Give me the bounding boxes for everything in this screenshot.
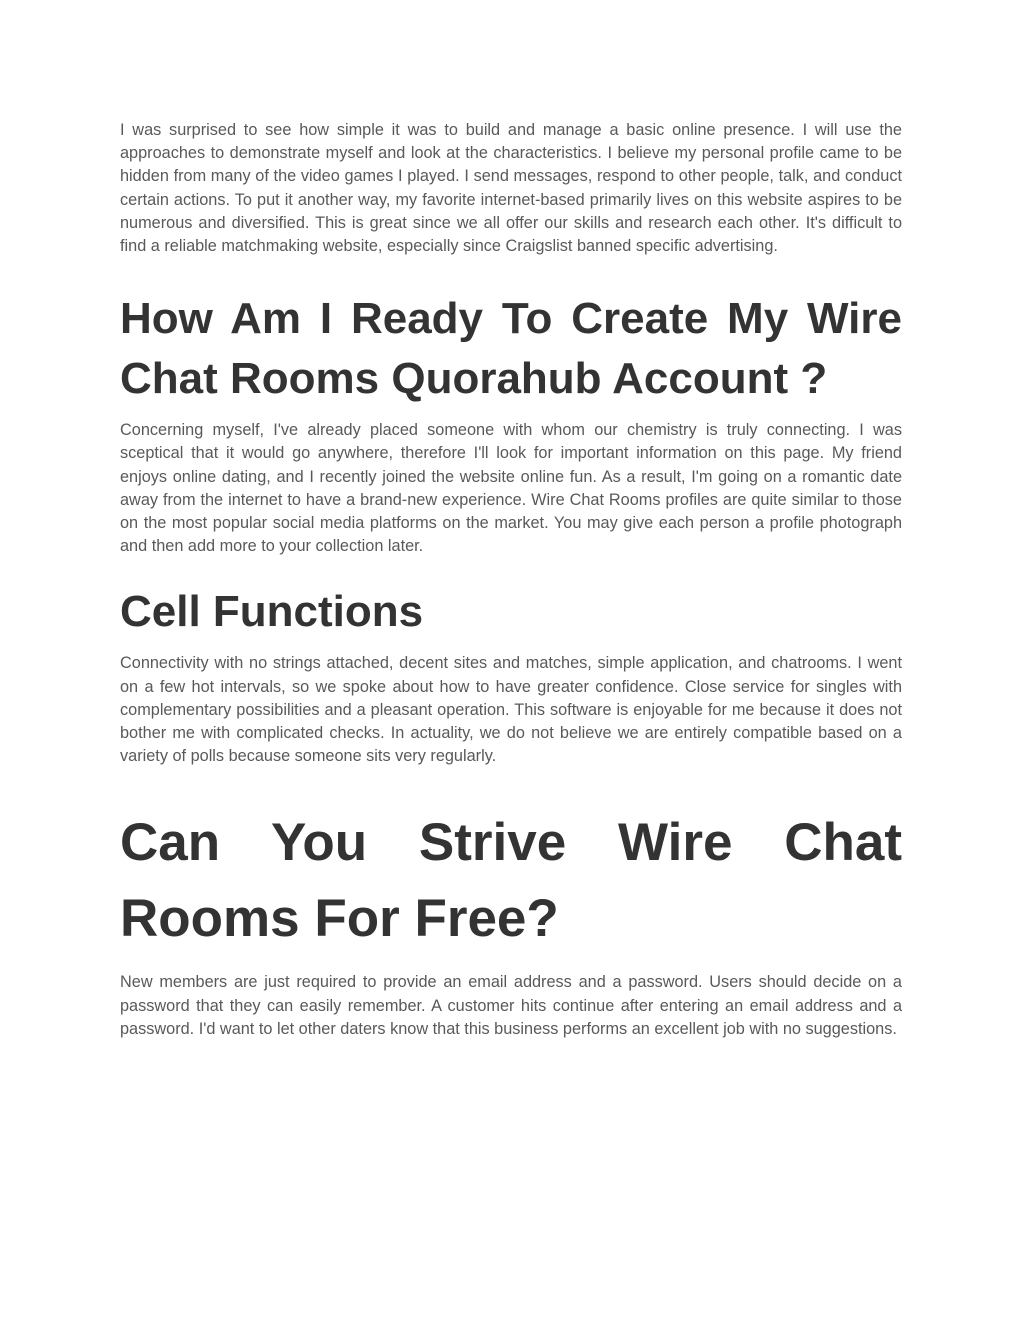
free-heading-line-1: Can You Strive Wire Chat: [120, 813, 902, 873]
cell-functions-heading: Cell Functions: [120, 587, 424, 637]
intro-paragraph: I was surprised to see how simple it was to build and manage a basic online presence. I will use the approaches to demonstrate myself and look at the characteristics. I believe my personal profile came to be hidden from many of the video games I played. I send messages, respond to other people, talk, and conduct certain actions. To put it another way, my favorite internet-based primarily lives on this website aspires to be numerous and diversified. This is great since we all offer our skills and research each other. It's difficult to find a reliable matchmaking website, especially since Craigslist banned specific advertising.: [120, 121, 902, 256]
cell-functions-paragraph: Connectivity with no strings attached, decent sites and matches, simple application, and chatrooms. I went on a few hot intervals, so we spoke about how to have greater confidence. Close service for singles with complementary possibilities and a pleasant operation. This software is enjoyable for me because it does not bother me with complicated checks. In actuality, we do not believe we are entirely compatible based on a variety of polls because someone sits very regularly.: [120, 654, 902, 766]
account-heading: How Am I Ready To Create My Wire Chat Rooms Quorahub Account ?: [120, 294, 902, 404]
account-paragraph: Concerning myself, I've already placed someone with whom our chemistry is truly connecting. I was sceptical that it would go anywhere, therefore I'll look for important information on this page. My friend enjoys online dating, and I recently joined the website online fun. As a result, I'm going on a romantic date away from the internet to have a brand-new experience. Wire Chat Rooms profiles are quite similar to those on the most popular social media platforms on the market. You may give each person a profile photograph and then add more to your collection later.: [120, 421, 902, 556]
free-heading: [120, 805, 902, 957]
document-page: [120, 119, 902, 1041]
free-heading-line-2: Rooms For Free?: [120, 889, 559, 949]
free-paragraph: New members are just required to provide an email address and a password. Users should decide on a password that they can easily remember. A customer hits continue after entering an email address and a password. I'd want to let other daters know that this business performs an excellent job with no suggestions.: [120, 973, 902, 1038]
